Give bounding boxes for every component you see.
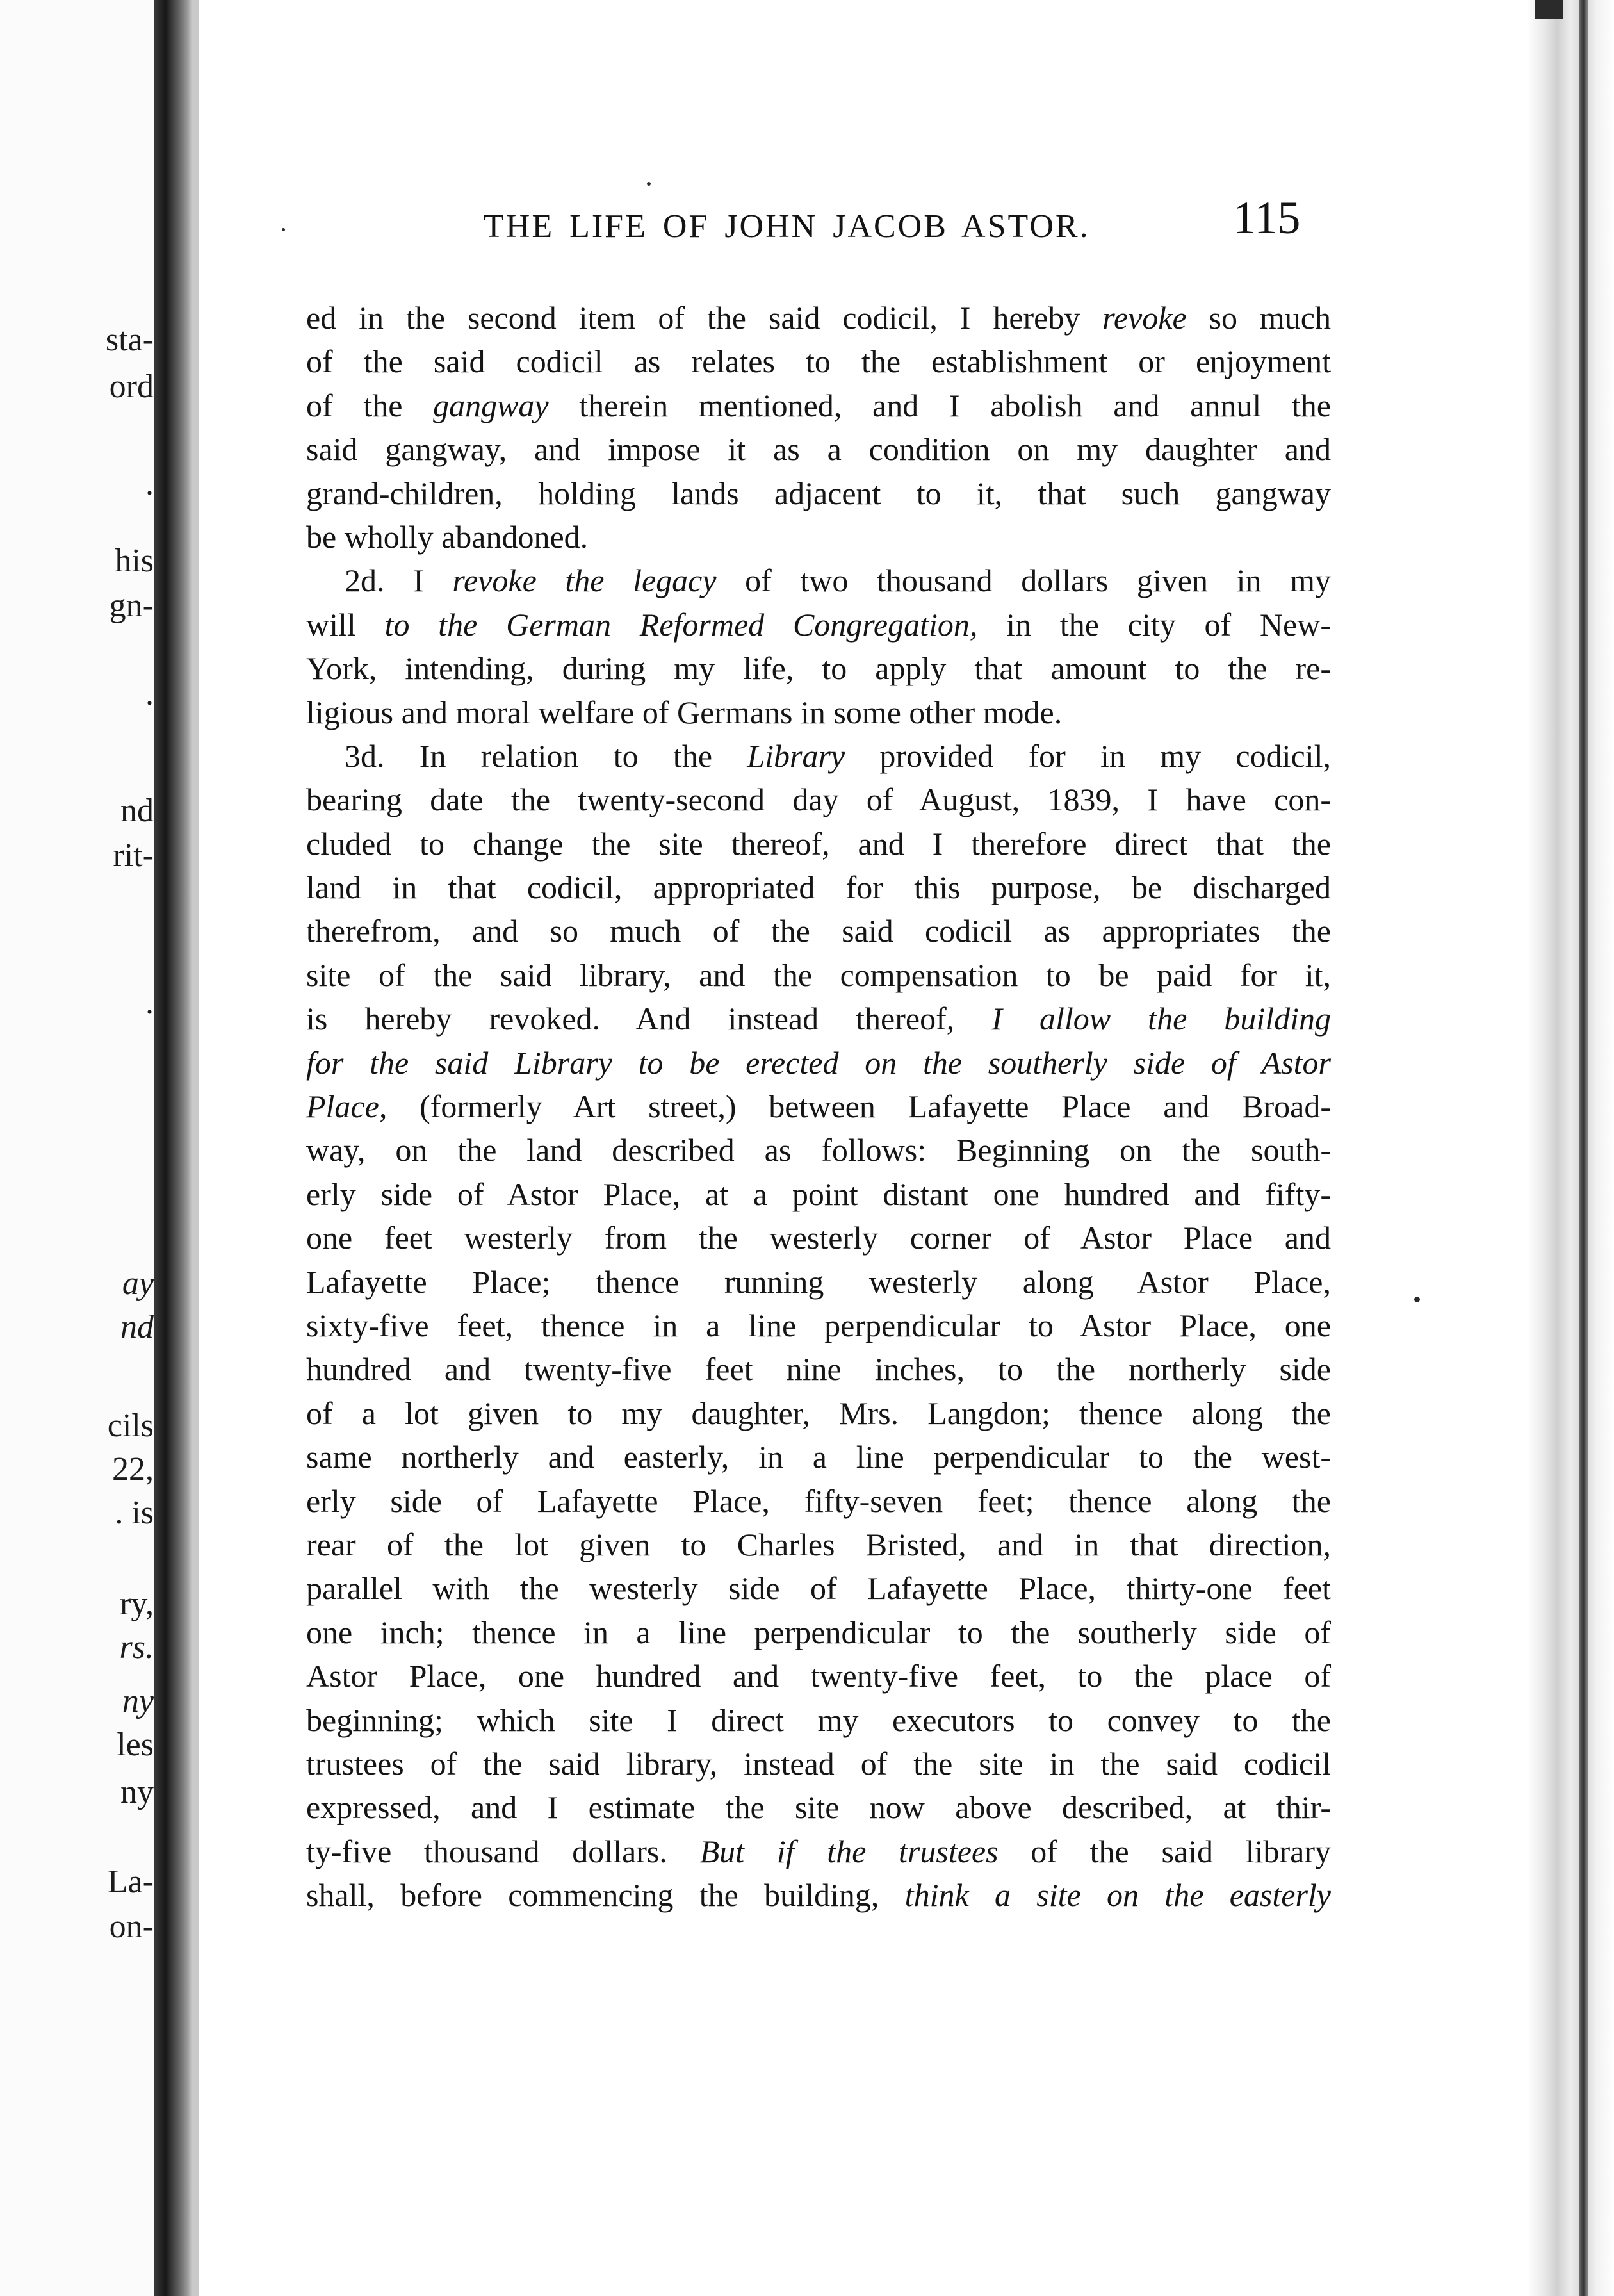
text-line: [306, 1172, 1331, 1216]
text-line: [306, 778, 1331, 821]
text-line: [306, 472, 1331, 515]
book-gutter: [154, 0, 193, 2296]
text-segment: hundred and twenty-five feet nine inches, to the northerly side: [306, 1351, 1331, 1388]
text-line: [306, 1873, 1331, 1917]
text-line: [306, 1128, 1331, 1172]
text-line: [306, 427, 1331, 471]
text-segment: therefrom, and so much of the said codicil as appropriates the: [306, 913, 1331, 949]
scan-speck: [647, 182, 651, 186]
text-line: [306, 1698, 1331, 1742]
text-segment: one inch; thence in a line perpendicular to the southerly side of: [306, 1614, 1331, 1650]
text-segment: of two thousand dollars given in my: [716, 562, 1331, 599]
text-segment: site of the said library, and the compensation to be paid for it,: [306, 956, 1331, 993]
previous-page-text-fragment: his: [115, 543, 154, 579]
previous-page-text-fragment: .: [145, 466, 154, 502]
text-segment: therein mentioned, and I abolish and annul the: [548, 387, 1332, 423]
text-segment: beginning; which site I direct my executors to convey to the: [306, 1702, 1331, 1738]
body-text: [306, 296, 1331, 1917]
text-line: [306, 515, 1331, 559]
page-fore-edge: [1527, 0, 1614, 2296]
scan-corner-mark: [1535, 0, 1563, 19]
text-line: [306, 1742, 1331, 1785]
previous-page-text-fragment: .: [145, 985, 154, 1021]
italic-text: for the said Library to be erected on the southerly side of Astor: [306, 1044, 1331, 1081]
text-segment: way, on the land described as follows: Beginning on the south-: [306, 1132, 1331, 1168]
text-line: [306, 1523, 1331, 1566]
text-line: [306, 1304, 1331, 1347]
previous-page-text-fragment: ry,: [120, 1586, 154, 1622]
text-segment: 2d. I: [345, 562, 453, 599]
text-segment: parallel with the westerly side of Lafayette Place, thirty-one feet: [306, 1570, 1331, 1607]
text-segment: trustees of the said library, instead of the site in the said codicil: [306, 1745, 1331, 1782]
text-segment: one feet westerly from the westerly corner of Astor Place and: [306, 1220, 1331, 1256]
previous-page-text-fragment: rit-: [113, 837, 154, 874]
previous-page-text-fragment: nd: [120, 792, 154, 829]
text-segment: ty-five thousand dollars.: [306, 1833, 700, 1869]
text-line: [306, 1654, 1331, 1698]
text-line: [306, 340, 1331, 383]
text-segment: in the city of New-: [977, 606, 1331, 643]
text-segment: rear of the lot given to Charles Bristed, and in that direction,: [306, 1526, 1331, 1562]
text-line: [306, 559, 1331, 602]
previous-page-text-fragment: ay: [122, 1265, 154, 1302]
running-head: THE LIFE OF JOHN JACOB ASTOR.: [484, 208, 1090, 245]
italic-text: But if the trustees: [699, 1833, 999, 1869]
text-segment: be wholly abandoned.: [306, 518, 589, 555]
previous-page-text-fragment: 22,: [112, 1451, 154, 1488]
text-segment: of the said codicil as relates to the establishment or enjoyment: [306, 343, 1331, 380]
text-segment: sixty-five feet, thence in a line perpendicular to Astor Place, one: [306, 1307, 1331, 1343]
italic-text: Place,: [306, 1088, 387, 1125]
text-line: [306, 1391, 1331, 1435]
text-segment: of the: [306, 387, 434, 423]
text-segment: same northerly and easterly, in a line perpendicular to the west-: [306, 1439, 1331, 1475]
text-segment: (formerly Art street,) between Lafayette Place and Broad-: [387, 1088, 1331, 1125]
previous-page-text-fragment: on-: [109, 1908, 154, 1945]
text-line: [306, 997, 1331, 1040]
text-segment: grand-children, holding lands adjacent to it, that such gangway: [306, 475, 1331, 511]
text-segment: Lafayette Place; thence running westerly along Astor Place,: [306, 1263, 1331, 1300]
text-segment: erly side of Lafayette Place, fifty-seven feet; thence along the: [306, 1482, 1331, 1519]
text-segment: so much: [1186, 300, 1331, 336]
text-line: [306, 1566, 1331, 1610]
italic-text: to the German Reformed Congregation,: [384, 606, 978, 643]
text-line: [306, 1085, 1331, 1128]
text-line: [306, 822, 1331, 865]
text-line: [306, 1435, 1331, 1479]
text-segment: of the said library: [998, 1833, 1331, 1869]
previous-page-margin: [0, 0, 157, 2296]
text-segment: cluded to change the site thereof, and I therefore direct that the: [306, 825, 1331, 862]
page-edge-shadow: [192, 0, 199, 2296]
text-line: [306, 384, 1331, 427]
text-line: [306, 1785, 1331, 1829]
text-line: [306, 1830, 1331, 1873]
text-line: [306, 1479, 1331, 1523]
previous-page-text-fragment: ny: [120, 1774, 154, 1810]
text-segment: ligious and moral welfare of Germans in some other mode.: [306, 694, 1063, 730]
text-segment: of a lot given to my daughter, Mrs. Langdon; thence along the: [306, 1395, 1331, 1431]
italic-text: gangway: [433, 387, 549, 423]
text-line: [306, 1260, 1331, 1304]
previous-page-text-fragment: sta-: [105, 322, 154, 358]
previous-page-text-fragment: La-: [107, 1864, 154, 1900]
text-segment: expressed, and I estimate the site now above described, at thir-: [306, 1789, 1331, 1826]
text-line: [306, 1216, 1331, 1259]
text-line: [306, 1347, 1331, 1391]
text-line: [306, 691, 1331, 734]
previous-page-text-fragment: ny: [122, 1683, 154, 1719]
italic-text: revoke the legacy: [452, 562, 717, 599]
text-segment: will: [306, 606, 385, 643]
text-line: [306, 909, 1331, 953]
scan-right-border: [1579, 0, 1588, 2296]
previous-page-text-fragment: les: [117, 1726, 154, 1763]
previous-page-text-fragment: . is: [115, 1495, 154, 1531]
text-segment: Astor Place, one hundred and twenty-five feet, to the place of: [306, 1658, 1331, 1694]
text-segment: is hereby revoked. And instead thereof,: [306, 1001, 992, 1037]
text-segment: bearing date the twenty-second day of August, 1839, I have con-: [306, 782, 1331, 818]
previous-page-text-fragment: .: [145, 676, 154, 712]
page-number: 115: [1233, 192, 1301, 243]
previous-page-text-fragment: cils: [107, 1407, 154, 1444]
text-segment: said gangway, and impose it as a condition on my daughter and: [306, 431, 1331, 468]
italic-text: think a site on the easterly: [904, 1877, 1331, 1914]
text-line: [306, 603, 1331, 646]
previous-page-text-fragment: rs.: [119, 1629, 154, 1666]
italic-text: I allow the building: [991, 1001, 1331, 1037]
text-segment: provided for in my codicil,: [845, 737, 1331, 774]
text-segment: 3d. In relation to the: [345, 737, 747, 774]
text-segment: ed in the second item of the said codicil, I hereby: [306, 300, 1103, 336]
previous-page-text-fragment: ord: [109, 368, 154, 405]
text-line: [306, 865, 1331, 909]
text-line: [306, 734, 1331, 778]
text-line: [306, 1041, 1331, 1085]
text-segment: land in that codicil, appropriated for this purpose, be discharged: [306, 869, 1331, 906]
text-line: [306, 1611, 1331, 1654]
text-segment: York, intending, during my life, to apply that amount to the re-: [306, 650, 1331, 687]
previous-page-text-fragment: gn-: [109, 587, 154, 624]
text-line: [306, 646, 1331, 690]
scan-speck: [282, 228, 285, 231]
text-segment: erly side of Astor Place, at a point distant one hundred and fifty-: [306, 1176, 1331, 1212]
scan-speck: [1414, 1297, 1420, 1302]
text-line: [306, 953, 1331, 997]
italic-text: Library: [747, 737, 845, 774]
italic-text: revoke: [1102, 300, 1187, 336]
text-segment: shall, before commencing the building,: [306, 1877, 905, 1914]
previous-page-text-fragment: nd: [120, 1309, 154, 1345]
text-line: [306, 296, 1331, 340]
